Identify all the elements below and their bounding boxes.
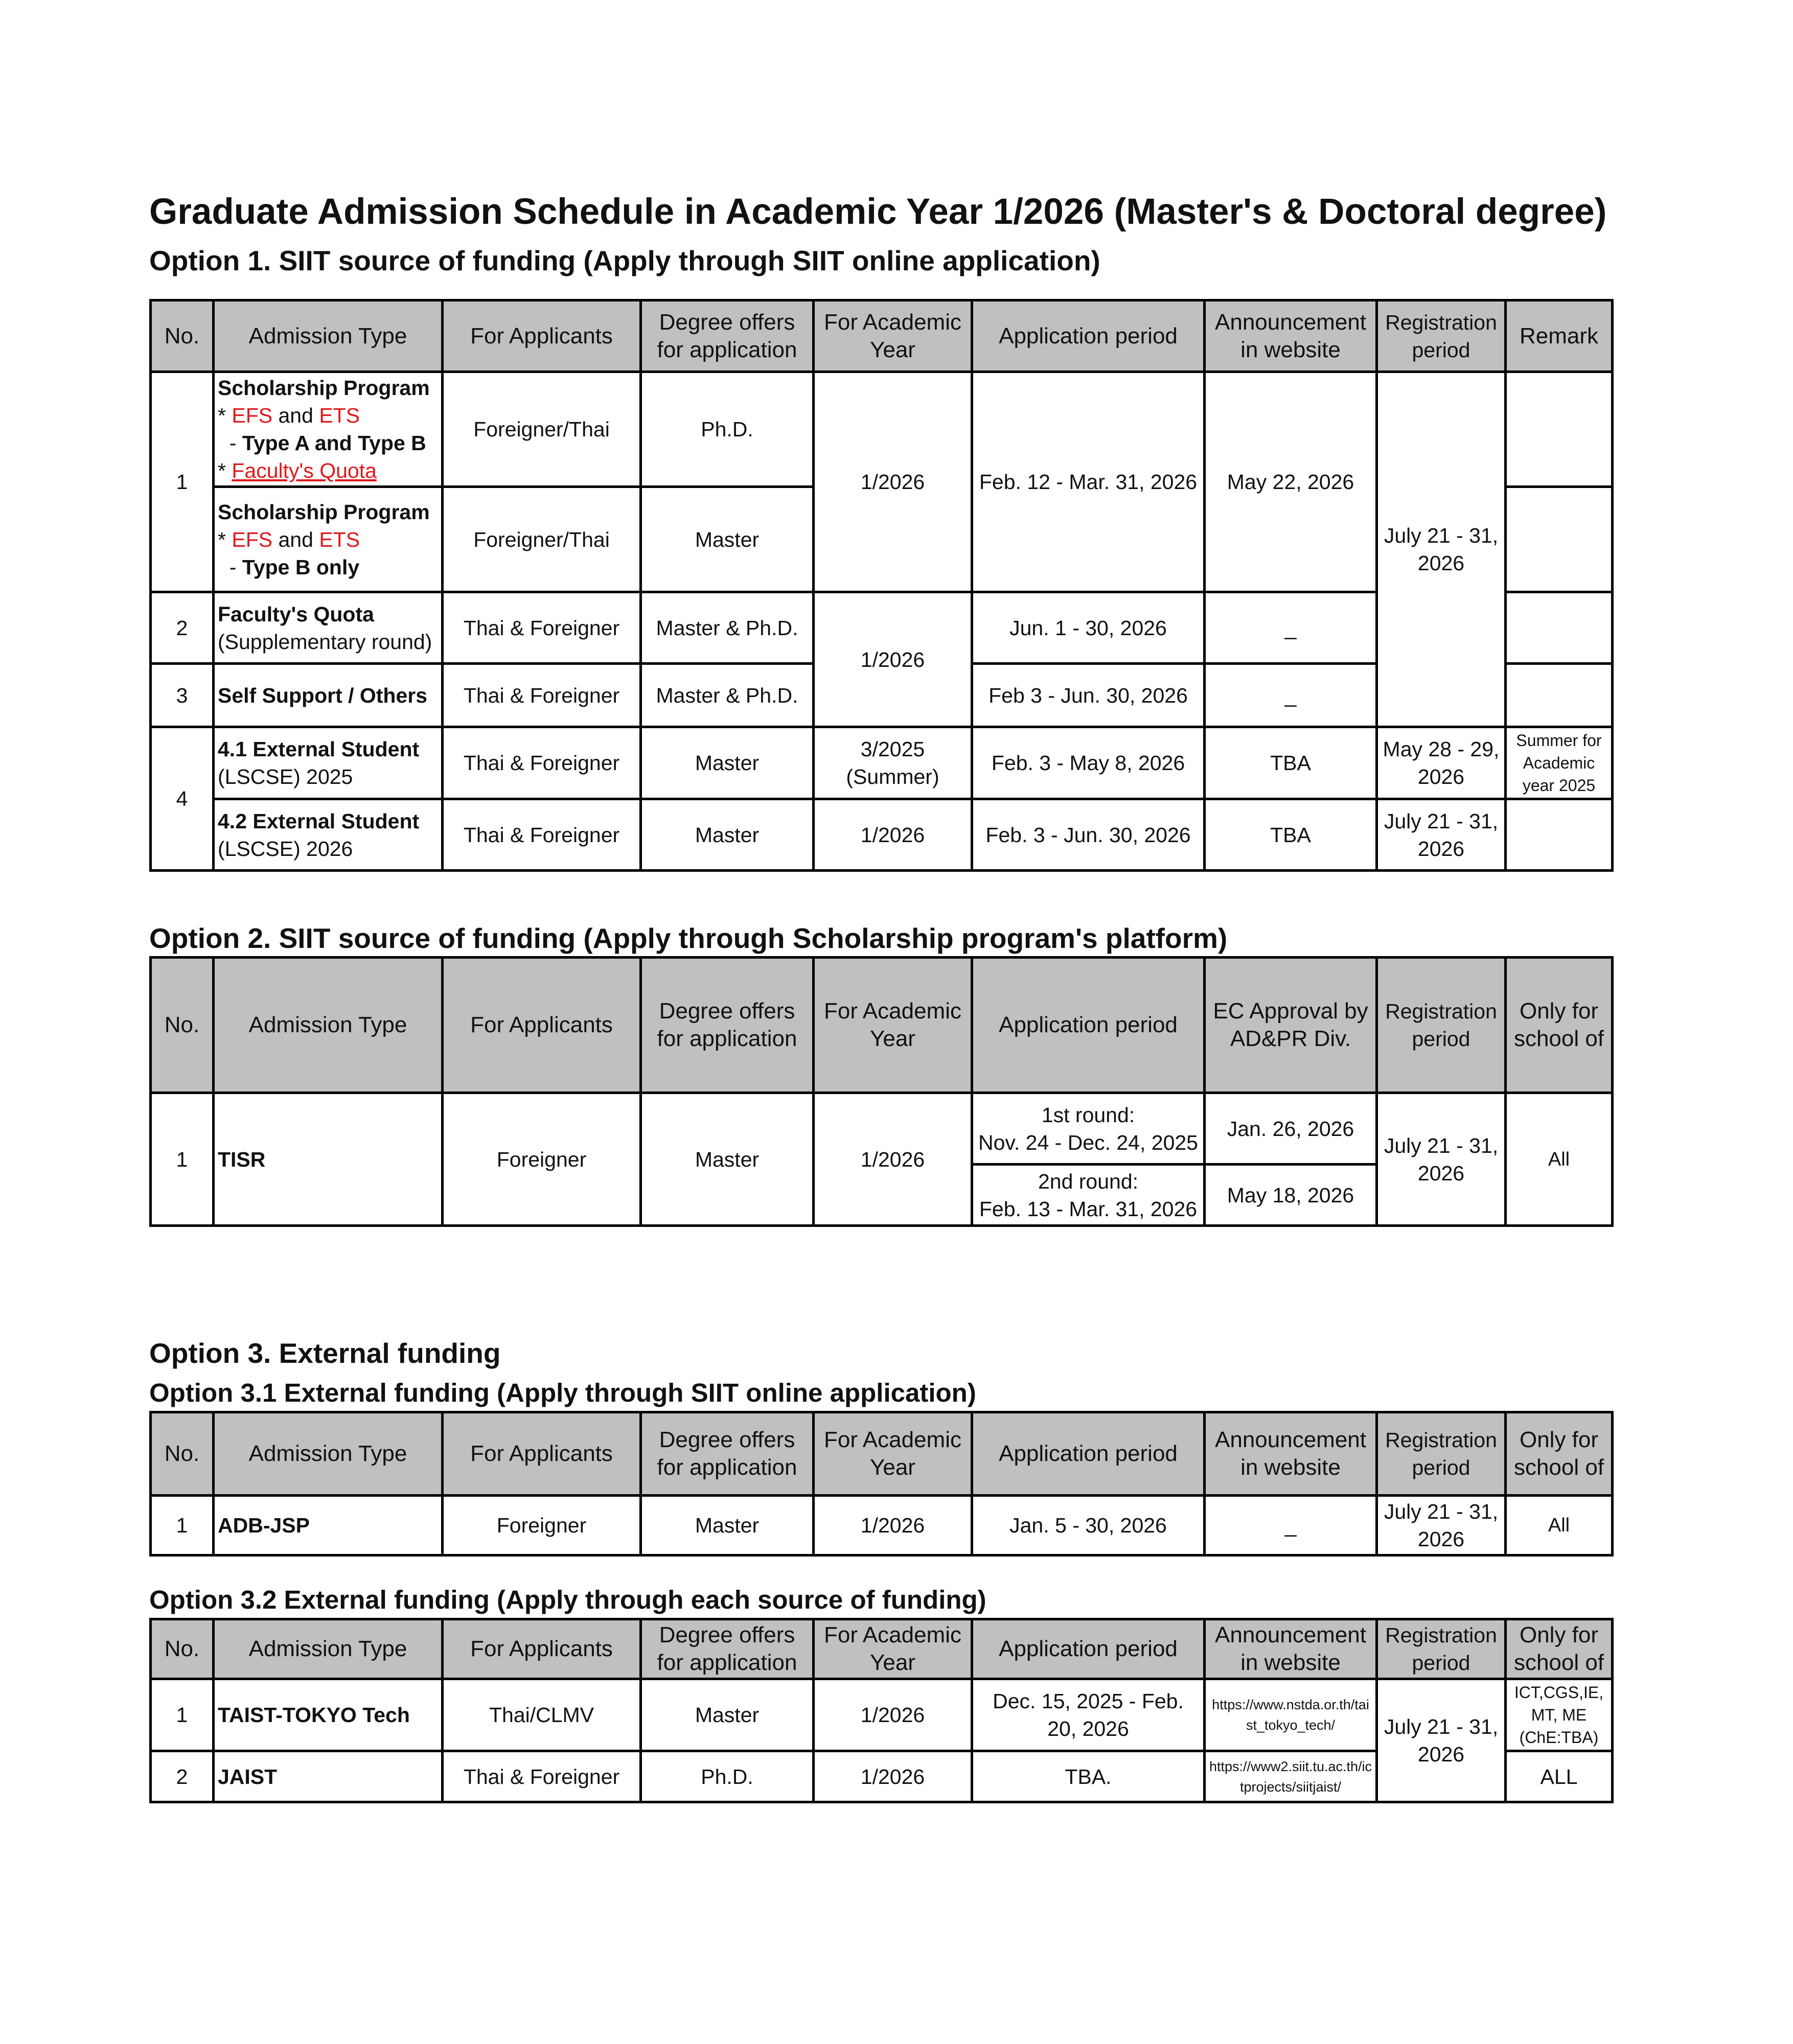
header-cell: Only for school of xyxy=(1506,1412,1613,1496)
row-no: 1 xyxy=(151,1496,214,1555)
registration-cell: July 21 - 31, 2026 xyxy=(1377,1093,1506,1226)
header-cell: For Academic Year xyxy=(814,300,972,372)
applicants-cell: Foreigner/Thai xyxy=(443,487,641,592)
header-cell: Only for school of xyxy=(1506,1619,1613,1679)
degree-cell: Ph.D. xyxy=(641,372,814,487)
registration-cell: July 21 - 31, 2026 xyxy=(1377,1679,1506,1802)
header-cell: For Academic Year xyxy=(814,1412,972,1496)
table-header-row xyxy=(151,1619,1613,1679)
header-cell: Degree offers for application xyxy=(641,300,814,372)
header-cell: No. xyxy=(151,1412,214,1496)
option3-heading: Option 3. External funding xyxy=(149,1337,501,1369)
announce-link[interactable]: https://www.nstda.or.th/taist_tokyo_tech/ xyxy=(1205,1679,1377,1751)
round-period: Feb. 13 - Mar. 31, 2026 xyxy=(979,1197,1198,1221)
admission-type-cell xyxy=(214,727,443,799)
approval-cell: May 18, 2026 xyxy=(1205,1165,1377,1226)
header-cell: Application period xyxy=(972,300,1205,372)
year-cell: 1/2026 xyxy=(814,799,972,871)
period-cell: Dec. 15, 2025 - Feb. 20, 2026 xyxy=(972,1679,1205,1751)
announce-cell: TBA xyxy=(1205,727,1377,799)
degree-cell: Master xyxy=(641,1496,814,1555)
option2-table xyxy=(149,956,1614,1227)
announce-cell: _ xyxy=(1205,664,1377,727)
type-title: Scholarship Program xyxy=(218,376,430,400)
round-label: 2nd round: xyxy=(1038,1169,1139,1193)
applicants-cell: Thai & Foreigner xyxy=(443,727,641,799)
type-line: * Faculty's Quota xyxy=(218,459,377,482)
applicants-cell: Thai/CLMV xyxy=(443,1679,641,1751)
header-cell: Admission Type xyxy=(214,1619,443,1679)
announce-cell: TBA xyxy=(1205,799,1377,871)
round-label: 1st round: xyxy=(1041,1103,1135,1127)
registration-cell: July 21 - 31, 2026 xyxy=(1377,1496,1506,1555)
announce-cell: _ xyxy=(1205,1496,1377,1555)
announce-link[interactable]: https://www2.siit.tu.ac.th/ictprojects/siitjaist/ xyxy=(1205,1751,1377,1802)
applicants-cell: Thai & Foreigner xyxy=(443,1751,641,1802)
school-cell: ICT,CGS,IE, MT, ME (ChE:TBA) xyxy=(1506,1679,1613,1751)
period-cell: Jun. 1 - 30, 2026 xyxy=(972,592,1205,664)
announce-cell: _ xyxy=(1205,592,1377,664)
header-cell: Announcement in website xyxy=(1205,1619,1377,1679)
registration-cell: May 28 - 29, 2026 xyxy=(1377,727,1506,799)
period-cell xyxy=(972,1165,1205,1226)
table-header-row xyxy=(151,300,1613,372)
header-cell: Admission Type xyxy=(214,958,443,1093)
admission-type-cell xyxy=(214,799,443,871)
admission-type-cell: TAIST-TOKYO Tech xyxy=(214,1679,443,1751)
row-no: 1 xyxy=(151,1679,214,1751)
header-cell: Application period xyxy=(972,1619,1205,1679)
header-cell: Application period xyxy=(972,958,1205,1093)
applicants-cell: Foreigner/Thai xyxy=(443,372,641,487)
header-cell: Degree offers for application xyxy=(641,958,814,1093)
header-cell: Degree offers for application xyxy=(641,1619,814,1679)
header-cell: For Applicants xyxy=(443,1619,641,1679)
year-cell: 1/2026 xyxy=(814,1679,972,1751)
year-cell: 1/2026 xyxy=(814,372,972,592)
header-cell: Registration period xyxy=(1377,300,1506,372)
type-line: - Type B only xyxy=(218,555,360,579)
option3-1-table xyxy=(149,1411,1614,1557)
applicants-cell: Thai & Foreigner xyxy=(443,592,641,664)
table-header-row xyxy=(151,1412,1613,1496)
type-title: 4.2 External Student xyxy=(218,809,420,833)
option1-heading: Option 1. SIIT source of funding (Apply through SIIT online application) xyxy=(149,245,1100,276)
header-cell: Degree offers for application xyxy=(641,1412,814,1496)
header-cell: Application period xyxy=(972,1412,1205,1496)
header-cell: Remark xyxy=(1506,300,1613,372)
degree-cell: Master xyxy=(641,487,814,592)
year-cell: 1/2026 xyxy=(814,1093,972,1226)
table-row xyxy=(151,372,1613,487)
period-cell: Feb 3 - Jun. 30, 2026 xyxy=(972,664,1205,727)
row-no: 1 xyxy=(151,372,214,592)
applicants-cell: Thai & Foreigner xyxy=(443,799,641,871)
option3-1-heading: Option 3.1 External funding (Apply through SIIT online application) xyxy=(149,1378,976,1407)
degree-cell: Master & Ph.D. xyxy=(641,664,814,727)
header-cell: For Academic Year xyxy=(814,958,972,1093)
type-line: - Type A and Type B xyxy=(218,431,426,455)
admission-type-cell: TISR xyxy=(214,1093,443,1226)
type-line: * EFS and ETS xyxy=(218,404,360,427)
table-row xyxy=(151,1496,1613,1555)
remark-cell xyxy=(1506,372,1613,487)
type-title: Scholarship Program xyxy=(218,500,430,524)
option3-2-heading: Option 3.2 External funding (Apply through each source of funding) xyxy=(149,1585,986,1614)
table-row xyxy=(151,727,1613,799)
option2-heading: Option 2. SIIT source of funding (Apply through Scholarship program's platform) xyxy=(149,922,1228,954)
year-cell: 3/2025 (Summer) xyxy=(814,727,972,799)
header-cell: Announcement in website xyxy=(1205,300,1377,372)
type-title: Faculty's Quota xyxy=(218,602,374,626)
admission-type-cell: Self Support / Others xyxy=(214,664,443,727)
header-cell: Registration period xyxy=(1377,1412,1506,1496)
applicants-cell: Foreigner xyxy=(443,1496,641,1555)
header-cell: Admission Type xyxy=(214,300,443,372)
degree-cell: Master xyxy=(641,799,814,871)
applicants-cell: Thai & Foreigner xyxy=(443,664,641,727)
remark-cell xyxy=(1506,664,1613,727)
period-cell: Jan. 5 - 30, 2026 xyxy=(972,1496,1205,1555)
announce-cell: May 22, 2026 xyxy=(1205,372,1377,592)
header-cell: Registration period xyxy=(1377,958,1506,1093)
admission-type-cell xyxy=(214,592,443,664)
registration-cell: July 21 - 31, 2026 xyxy=(1377,372,1506,727)
period-cell xyxy=(972,1093,1205,1165)
option3-2-table xyxy=(149,1618,1614,1803)
table-header-row xyxy=(151,958,1613,1093)
applicants-cell: Foreigner xyxy=(443,1093,641,1226)
remark-cell xyxy=(1506,592,1613,664)
header-cell: No. xyxy=(151,1619,214,1679)
approval-cell: Jan. 26, 2026 xyxy=(1205,1093,1377,1165)
table-row xyxy=(151,1679,1613,1751)
header-cell: Announcement in website xyxy=(1205,1412,1377,1496)
header-cell: Registration period xyxy=(1377,1619,1506,1679)
header-cell: Only for school of xyxy=(1506,958,1613,1093)
period-cell: TBA. xyxy=(972,1751,1205,1802)
admission-type-cell xyxy=(214,487,443,592)
remark-cell xyxy=(1506,487,1613,592)
period-cell: Feb. 3 - Jun. 30, 2026 xyxy=(972,799,1205,871)
header-cell: No. xyxy=(151,958,214,1093)
school-cell: ALL xyxy=(1506,1751,1613,1802)
header-cell: For Applicants xyxy=(443,1412,641,1496)
admission-type-cell xyxy=(214,372,443,487)
period-cell: Feb. 3 - May 8, 2026 xyxy=(972,727,1205,799)
admission-type-cell: ADB-JSP xyxy=(214,1496,443,1555)
type-line: (Supplementary round) xyxy=(218,630,432,654)
header-cell: No. xyxy=(151,300,214,372)
row-no: 4 xyxy=(151,727,214,871)
row-no: 3 xyxy=(151,664,214,727)
remark-cell: Summer for Academic year 2025 xyxy=(1506,727,1613,799)
header-cell: For Academic Year xyxy=(814,1619,972,1679)
year-cell: 1/2026 xyxy=(814,1751,972,1802)
header-cell: EC Approval by AD&PR Div. xyxy=(1205,958,1377,1093)
header-cell: For Applicants xyxy=(443,958,641,1093)
round-period: Nov. 24 - Dec. 24, 2025 xyxy=(978,1130,1198,1154)
period-cell: Feb. 12 - Mar. 31, 2026 xyxy=(972,372,1205,592)
row-no: 2 xyxy=(151,592,214,664)
school-cell: All xyxy=(1506,1093,1613,1226)
type-line: * EFS and ETS xyxy=(218,527,360,551)
degree-cell: Master xyxy=(641,727,814,799)
option1-table xyxy=(149,299,1614,872)
degree-cell: Master xyxy=(641,1679,814,1751)
degree-cell: Master & Ph.D. xyxy=(641,592,814,664)
registration-cell: July 21 - 31, 2026 xyxy=(1377,799,1506,871)
table-row xyxy=(151,799,1613,871)
page-title: Graduate Admission Schedule in Academic Year 1/2026 (Master's & Doctoral degree) xyxy=(149,192,1607,232)
type-title: 4.1 External Student xyxy=(218,737,420,761)
year-cell: 1/2026 xyxy=(814,592,972,727)
header-cell: Admission Type xyxy=(214,1412,443,1496)
year-cell: 1/2026 xyxy=(814,1496,972,1555)
type-line: (LSCSE) 2026 xyxy=(218,837,353,861)
row-no: 1 xyxy=(151,1093,214,1226)
remark-cell xyxy=(1506,799,1613,871)
type-line: (LSCSE) 2025 xyxy=(218,765,353,788)
degree-cell: Ph.D. xyxy=(641,1751,814,1802)
admission-type-cell: JAIST xyxy=(214,1751,443,1802)
table-row xyxy=(151,1093,1613,1165)
degree-cell: Master xyxy=(641,1093,814,1226)
document-page xyxy=(149,184,1611,1803)
header-cell: For Applicants xyxy=(443,300,641,372)
row-no: 2 xyxy=(151,1751,214,1802)
school-cell: All xyxy=(1506,1496,1613,1555)
